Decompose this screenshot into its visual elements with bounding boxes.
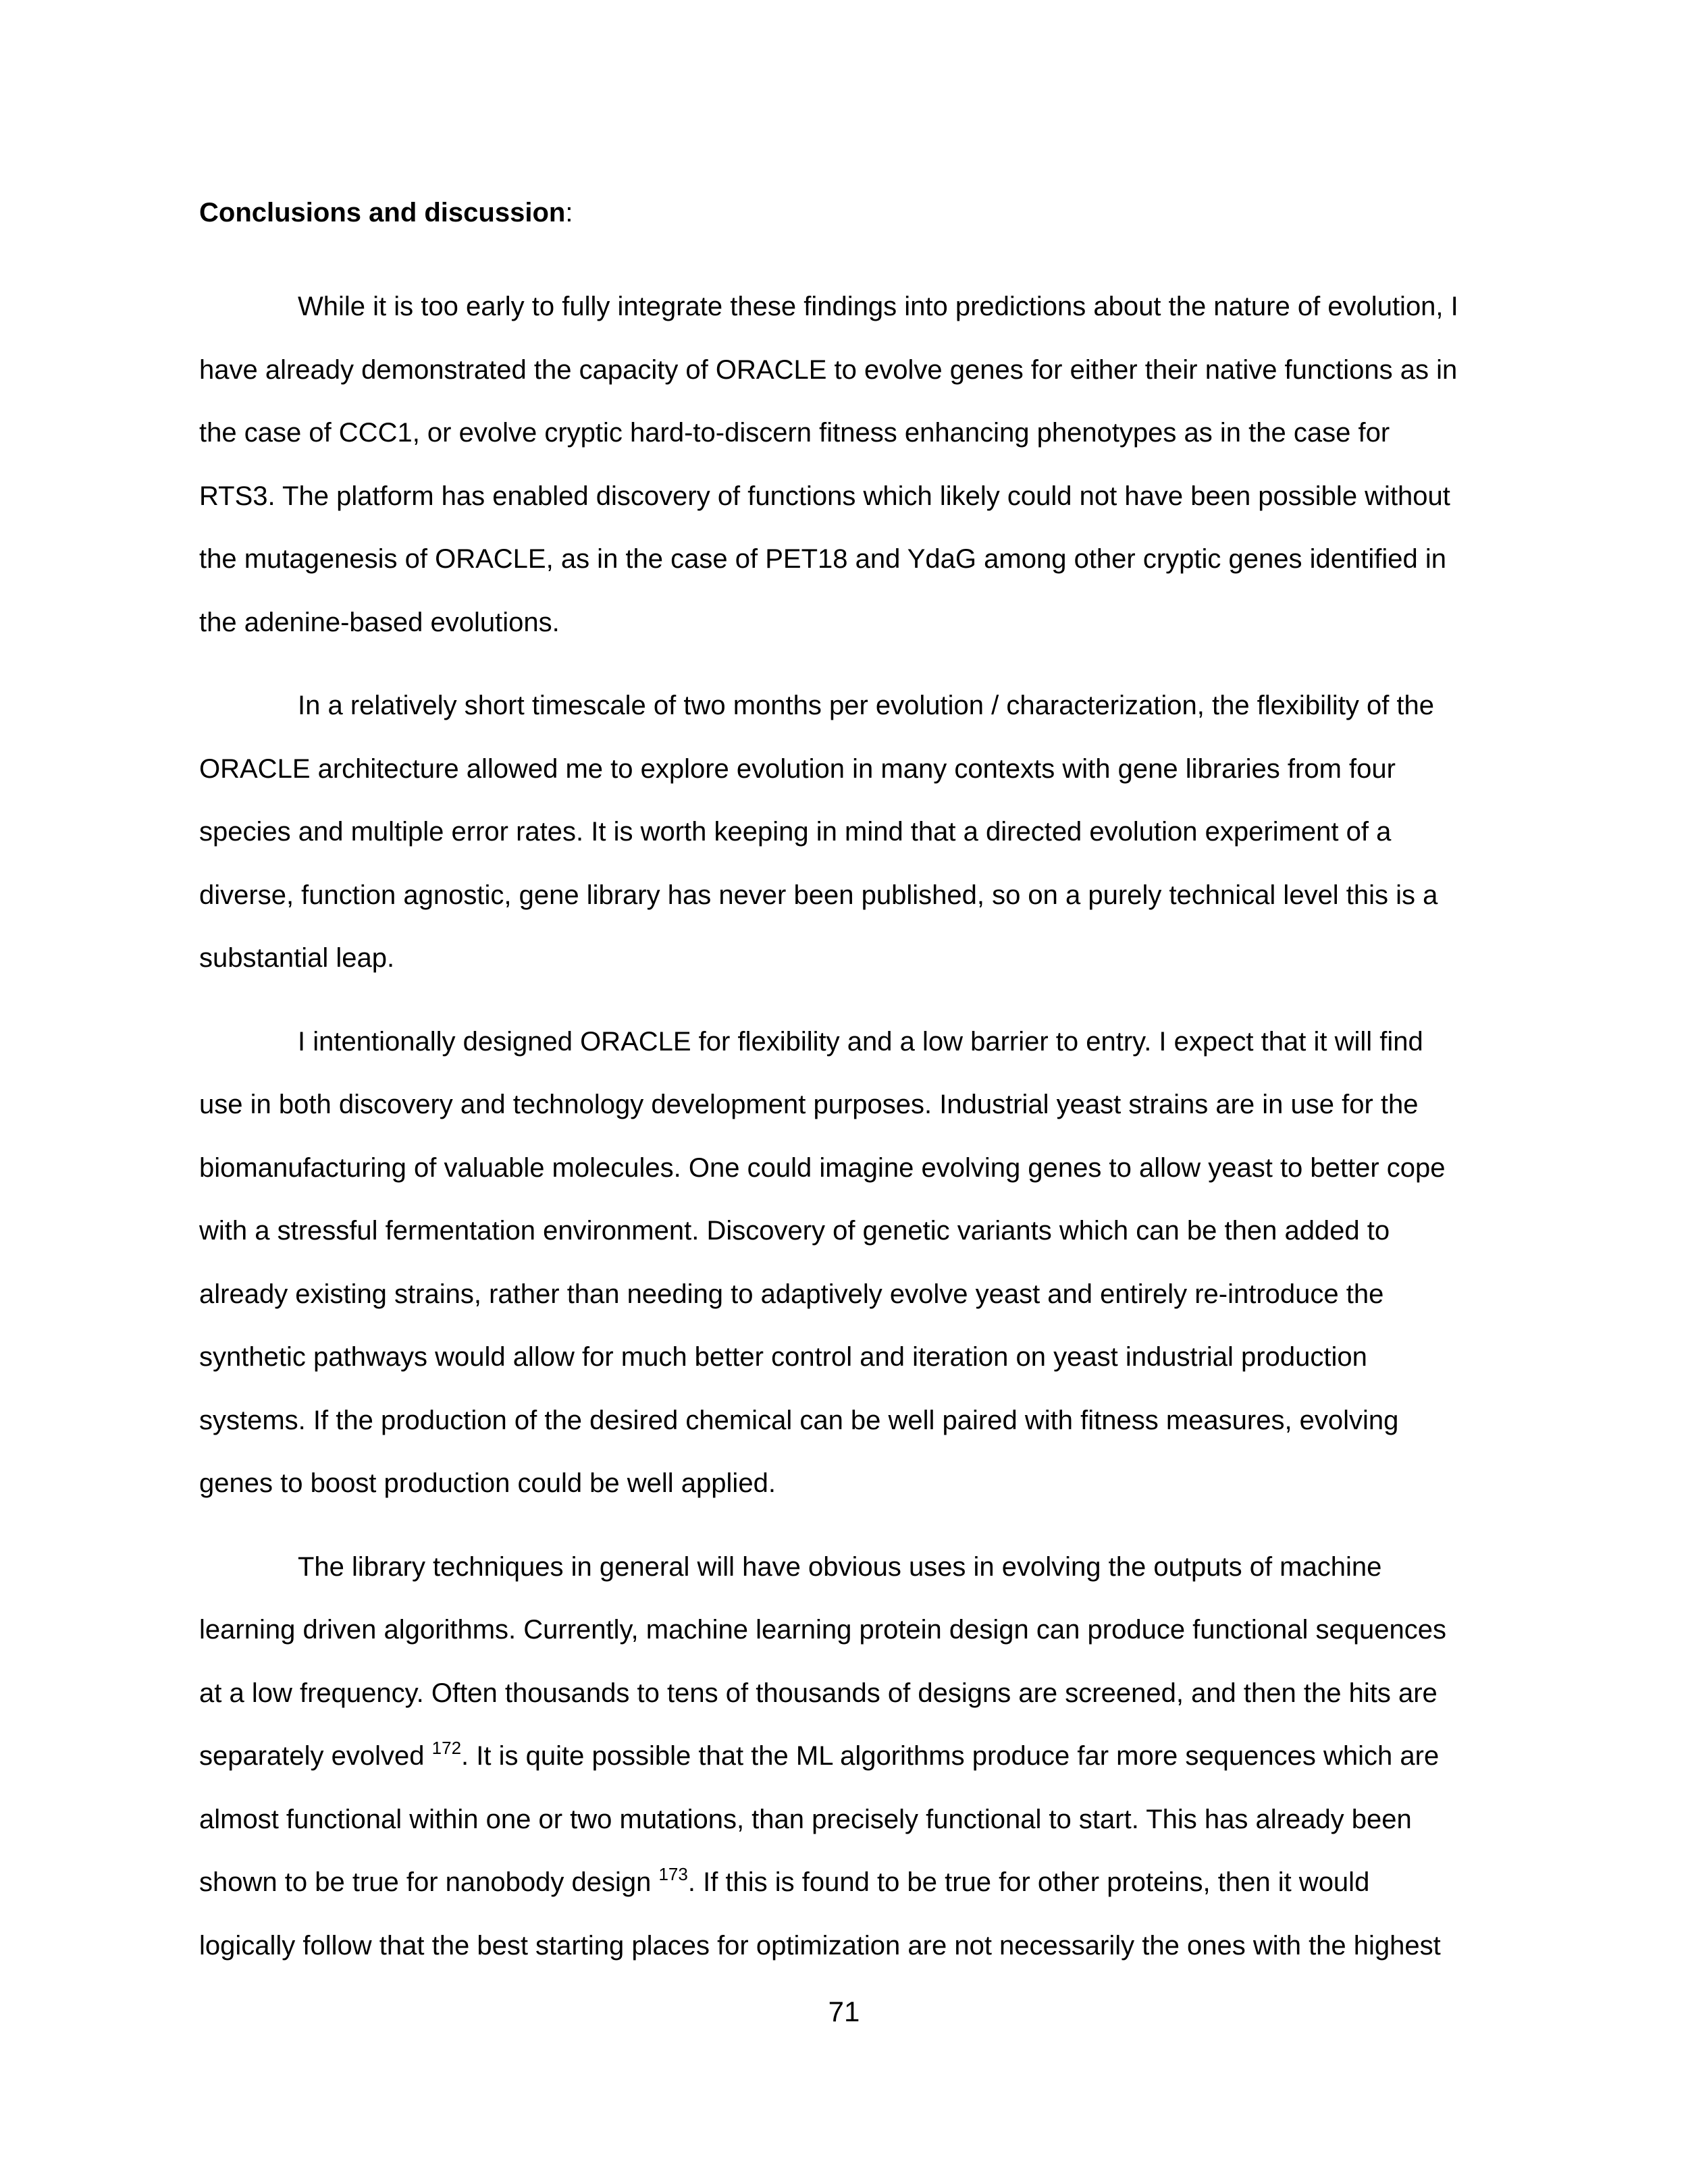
paragraph-line: at a low frequency. Often thousands to tens of thousands of designs are screened, and then the hits are [199,1678,1438,1708]
paragraph-line: substantial leap. [199,943,395,973]
section-heading [199,192,1489,233]
paragraph-line: already existing strains, rather than needing to adaptively evolve yeast and entirely re-introduce the [199,1279,1384,1309]
paragraph-line: I intentionally designed ORACLE for flexibility and a low barrier to entry. I expect that it will find [298,1026,1423,1057]
paragraph-line: with a stressful fermentation environment. Discovery of genetic variants which can be then added to [199,1216,1390,1246]
paragraph-3 [199,1011,1489,1516]
citation-reference: 172 [431,1737,462,1758]
paragraph-line: The library techniques in general will have obvious uses in evolving the outputs of machine [298,1551,1382,1582]
paragraph-4 [199,1536,1489,1978]
paragraph-line: In a relatively short timescale of two months per evolution / characterization, the flexibility of the [298,691,1435,720]
section-heading-colon: : [565,198,573,228]
paragraph-line: systems. If the production of the desired chemical can be well paired with fitness measures, evolving [199,1405,1399,1435]
paragraph-line: diverse, function agnostic, gene library has never been published, so on a purely technical level this is a [199,880,1438,910]
paragraph-line: synthetic pathways would allow for much better control and iteration on yeast industrial production [199,1342,1367,1372]
line-text: . If this is found to be true for other proteins, then it would [687,1867,1370,1897]
paragraph-line-with-citation [199,1851,1489,1915]
paragraph-line: ORACLE architecture allowed me to explore evolution in many contexts with gene libraries from four [199,753,1396,784]
line-text: shown to be true for nanobody design [199,1867,659,1897]
paragraph-line: species and multiple error rates. It is worth keeping in mind that a directed evolution experiment of a [199,817,1392,847]
paragraph-line: the mutagenesis of ORACLE, as in the case of PET18 and YdaG among other cryptic genes identified in [199,544,1446,574]
paragraph-line: almost functional within one or two mutations, than precisely functional to start. This has already been [199,1804,1412,1834]
paragraph-2 [199,674,1489,990]
paragraph-line: the adenine-based evolutions. [199,607,560,637]
paragraph-line: While it is too early to fully integrate these findings into predictions about the nature of evolution, I [298,292,1458,321]
paragraph-line-with-citation [199,1725,1489,1788]
paragraph-line: logically follow that the best starting places for optimization are not necessarily the ones with the highest [199,1930,1441,1961]
page-number: 71 [828,1996,860,2027]
line-text: separately evolved [199,1741,432,1771]
page-body [199,192,1489,1977]
paragraph-line: use in both discovery and technology development purposes. Industrial yeast strains are in use for the [199,1090,1419,1119]
paragraph-line: learning driven algorithms. Currently, machine learning protein design can produce functional sequences [199,1615,1446,1645]
paragraph-1 [199,275,1489,654]
paragraph-line: have already demonstrated the capacity of ORACLE to evolve genes for either their native functions as in [199,354,1458,385]
paragraph-line: biomanufacturing of valuable molecules. One could imagine evolving genes to allow yeast to better cope [199,1152,1446,1183]
paragraph-line: RTS3. The platform has enabled discovery of functions which likely could not have been possible without [199,481,1450,511]
paragraph-line: genes to boost production could be well applied. [199,1468,776,1498]
section-heading-title: Conclusions and discussion [199,198,566,228]
paragraph-line: the case of CCC1, or evolve cryptic hard-to-discern fitness enhancing phenotypes as in the case for [199,418,1390,448]
line-text: . It is quite possible that the ML algorithms produce far more sequences which are [461,1741,1440,1771]
citation-reference: 173 [658,1863,688,1884]
